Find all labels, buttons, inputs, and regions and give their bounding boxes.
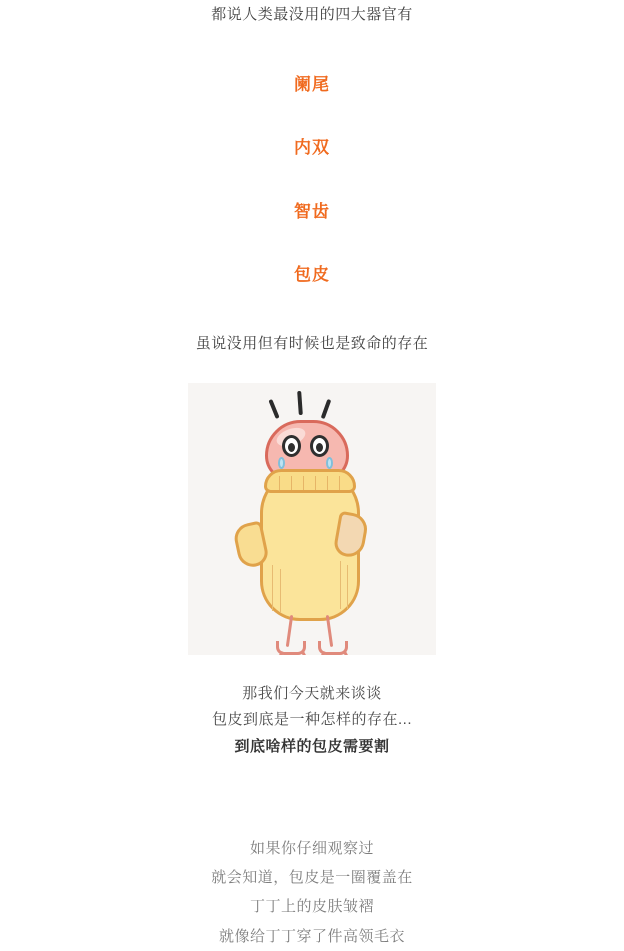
middle-line-1: 那我们今天就来谈谈 (242, 685, 382, 702)
spark-icon (268, 399, 279, 419)
note-text: 虽说没用但有时候也是致命的存在 (195, 334, 429, 352)
chick-pupil-left (288, 443, 295, 452)
chick-wing-right (332, 511, 369, 560)
tear-drop-icon (278, 457, 285, 469)
chick-pupil-right (316, 443, 323, 452)
chick-foot-left (276, 641, 306, 655)
middle-line-2: 包皮到底是一种怎样的存在... (211, 711, 412, 729)
middle-text-block (0, 681, 624, 760)
organ-item-2: 内双 (294, 138, 330, 157)
spark-icon (321, 399, 332, 419)
organ-item-3: 智齿 (294, 201, 330, 221)
middle-line-3: 到底啥样的包皮需要割 (234, 737, 390, 755)
tail-line-2: 就会知道，包皮是一圈覆盖在 (211, 869, 413, 886)
tail-line-3: 丁丁上的皮肤皱褶 (249, 898, 374, 916)
organ-item-4: 包皮 (294, 265, 330, 284)
tail-text-block (0, 834, 624, 951)
tail-line-4: 就像给丁丁穿了件高领毛衣 (218, 927, 405, 945)
chick-illustration (188, 383, 436, 655)
illustration-wrap (0, 383, 624, 655)
organ-item-1: 阑尾 (294, 74, 330, 94)
spark-icon (297, 391, 303, 415)
chick-drawing (188, 383, 436, 655)
chick-foot-right (318, 641, 348, 655)
chick-turtleneck-collar (264, 469, 356, 493)
tail-line-1: 如果你仔细观察过 (249, 839, 374, 857)
intro-text: 都说人类最没用的四大器官有 (211, 6, 413, 23)
tear-drop-icon (326, 457, 333, 469)
